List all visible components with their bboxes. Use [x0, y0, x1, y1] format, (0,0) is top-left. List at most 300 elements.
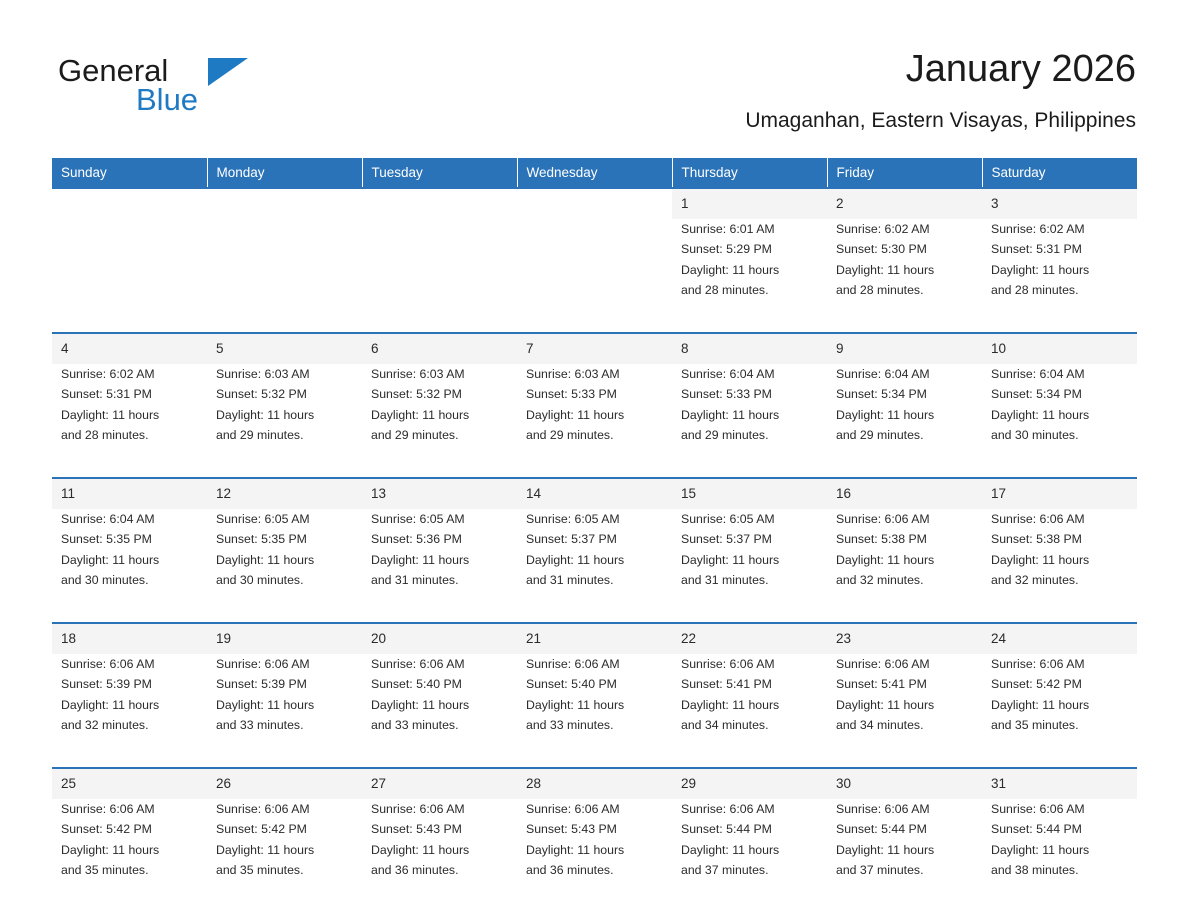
sun-info-line: Daylight: 11 hours: [526, 407, 625, 422]
sun-info-line: Sunset: 5:44 PM: [681, 822, 772, 837]
day-sun-info: [836, 364, 974, 445]
calendar-cell-day-3: [982, 188, 1137, 323]
calendar-cell-content: [517, 624, 672, 758]
calendar-row-spacer: [52, 323, 1137, 333]
calendar-week-row: [52, 333, 1137, 468]
day-number: 15: [681, 486, 697, 501]
weekday-header-sunday: Sunday: [52, 158, 207, 188]
sun-info-line: and 34 minutes.: [681, 717, 769, 732]
day-sun-info: [61, 799, 199, 880]
sun-info-line: Sunrise: 6:06 AM: [836, 512, 930, 526]
day-number: 19: [216, 631, 232, 646]
sun-info-line: Sunrise: 6:05 AM: [526, 512, 620, 526]
spacer-cell: [362, 758, 517, 768]
sun-info-line: and 35 minutes.: [216, 862, 304, 877]
day-number: 29: [681, 776, 697, 791]
spacer-cell: [672, 758, 827, 768]
sun-info-line: Sunset: 5:39 PM: [216, 677, 307, 692]
calendar-cell-day-10: [982, 333, 1137, 468]
calendar-cell-day-8: [672, 333, 827, 468]
day-number: 7: [526, 341, 534, 356]
sun-info-line: Sunrise: 6:04 AM: [61, 512, 155, 526]
weekday-header-tuesday: Tuesday: [362, 158, 517, 188]
spacer-cell: [52, 613, 207, 623]
sun-info-line: Sunrise: 6:06 AM: [991, 802, 1085, 816]
sun-info-line: Sunrise: 6:06 AM: [681, 802, 775, 816]
calendar-cell-day-19: [207, 623, 362, 758]
calendar-row-spacer: [52, 613, 1137, 623]
calendar-cell-content: [982, 189, 1137, 323]
title-block: [745, 46, 1136, 136]
calendar-cell-day-18: [52, 623, 207, 758]
sun-info-line: Sunset: 5:43 PM: [371, 822, 462, 837]
weekday-header-friday: Friday: [827, 158, 982, 188]
sun-info-line: Sunrise: 6:06 AM: [836, 802, 930, 816]
calendar-cell-day-27: [362, 768, 517, 903]
spacer-cell: [672, 613, 827, 623]
day-sun-info: [216, 364, 354, 445]
calendar-cell-empty: [52, 188, 207, 323]
calendar-cell-content: [672, 479, 827, 613]
day-sun-info: [681, 364, 819, 445]
calendar-cell-content: [982, 479, 1137, 613]
sun-info-line: Daylight: 11 hours: [526, 552, 625, 567]
sun-info-line: Sunrise: 6:01 AM: [681, 222, 775, 236]
day-sun-info: [991, 364, 1129, 445]
calendar-cell-day-28: [517, 768, 672, 903]
day-sun-info: [371, 364, 509, 445]
sun-info-line: Daylight: 11 hours: [216, 697, 315, 712]
sun-info-line: Sunset: 5:44 PM: [836, 822, 927, 837]
calendar-cell-day-16: [827, 478, 982, 613]
spacer-cell: [982, 323, 1137, 333]
calendar-cell-day-25: [52, 768, 207, 903]
day-number: 31: [991, 776, 1007, 791]
sun-info-line: Sunrise: 6:04 AM: [836, 367, 930, 381]
sun-info-line: Sunrise: 6:02 AM: [61, 367, 155, 381]
sun-info-line: and 37 minutes.: [836, 862, 924, 877]
calendar-row-spacer: [52, 468, 1137, 478]
sun-info-line: Sunrise: 6:06 AM: [681, 657, 775, 671]
calendar-week-row: [52, 623, 1137, 758]
calendar-cell-day-1: [672, 188, 827, 323]
sun-info-line: Sunrise: 6:02 AM: [836, 222, 930, 236]
sun-info-line: Daylight: 11 hours: [681, 407, 780, 422]
sun-info-line: Sunrise: 6:04 AM: [991, 367, 1085, 381]
sun-info-line: and 37 minutes.: [681, 862, 769, 877]
calendar-cell-day-21: [517, 623, 672, 758]
day-number: 18: [61, 631, 77, 646]
sun-info-line: Sunset: 5:42 PM: [216, 822, 307, 837]
sun-info-line: and 29 minutes.: [216, 427, 304, 442]
calendar-cell-day-12: [207, 478, 362, 613]
calendar-row-spacer: [52, 758, 1137, 768]
calendar-cell-content: [672, 769, 827, 903]
page-title: January 2026: [905, 48, 1136, 90]
spacer-cell: [827, 323, 982, 333]
sun-info-line: Daylight: 11 hours: [836, 842, 935, 857]
calendar-cell-content: [207, 624, 362, 758]
calendar-cell-content: [362, 334, 517, 468]
day-number: 10: [991, 341, 1007, 356]
day-sun-info: [991, 654, 1129, 735]
calendar-cell-content: [52, 769, 207, 903]
sun-info-line: Daylight: 11 hours: [61, 842, 160, 857]
sun-info-line: Sunrise: 6:05 AM: [371, 512, 465, 526]
spacer-cell: [827, 758, 982, 768]
calendar-cell-day-29: [672, 768, 827, 903]
calendar-cell-day-15: [672, 478, 827, 613]
sun-info-line: Sunset: 5:37 PM: [681, 532, 772, 547]
sun-info-line: and 30 minutes.: [61, 572, 149, 587]
day-number: 23: [836, 631, 852, 646]
sun-info-line: Sunset: 5:37 PM: [526, 532, 617, 547]
day-sun-info: [836, 799, 974, 880]
calendar-cell-day-7: [517, 333, 672, 468]
calendar-header-row: [52, 158, 1137, 188]
sun-info-line: Sunset: 5:42 PM: [61, 822, 152, 837]
day-number: 24: [991, 631, 1007, 646]
day-number: 4: [61, 341, 69, 356]
day-number: 25: [61, 776, 77, 791]
day-sun-info: [681, 654, 819, 735]
calendar-cell-day-17: [982, 478, 1137, 613]
day-number: 11: [61, 486, 76, 501]
location-subtitle: Umaganhan, Eastern Visayas, Philippines: [745, 109, 1136, 132]
sun-info-line: Sunset: 5:34 PM: [836, 387, 927, 402]
calendar-cell-day-14: [517, 478, 672, 613]
sun-info-line: Sunset: 5:30 PM: [836, 242, 927, 257]
sun-info-line: Sunrise: 6:06 AM: [216, 657, 310, 671]
sun-info-line: and 31 minutes.: [526, 572, 614, 587]
sun-info-line: Daylight: 11 hours: [991, 842, 1090, 857]
sun-info-line: Daylight: 11 hours: [216, 407, 315, 422]
spacer-cell: [982, 613, 1137, 623]
calendar-cell-content: [827, 334, 982, 468]
calendar-body: [52, 188, 1137, 903]
calendar-cell-empty: [362, 188, 517, 323]
day-number: 12: [216, 486, 232, 501]
spacer-cell: [982, 758, 1137, 768]
spacer-cell: [517, 468, 672, 478]
calendar-cell-content: [827, 479, 982, 613]
day-sun-info: [61, 654, 199, 735]
calendar-week-row: [52, 188, 1137, 323]
sun-info-line: and 36 minutes.: [526, 862, 614, 877]
sun-info-line: Sunrise: 6:06 AM: [61, 657, 155, 671]
sun-info-line: Daylight: 11 hours: [61, 552, 160, 567]
brand-name-general: General: [58, 53, 169, 88]
brand-name-blue: Blue: [136, 82, 199, 117]
sun-info-line: and 35 minutes.: [991, 717, 1079, 732]
spacer-cell: [362, 468, 517, 478]
weekday-header-thursday: Thursday: [672, 158, 827, 188]
calendar-cell-day-20: [362, 623, 517, 758]
sun-info-line: Sunset: 5:44 PM: [991, 822, 1082, 837]
sun-info-line: Sunset: 5:43 PM: [526, 822, 617, 837]
sun-info-line: Sunset: 5:39 PM: [61, 677, 152, 692]
sun-info-line: Daylight: 11 hours: [526, 842, 625, 857]
sun-info-line: Sunset: 5:36 PM: [371, 532, 462, 547]
calendar-cell-day-23: [827, 623, 982, 758]
spacer-cell: [362, 323, 517, 333]
sun-info-line: Sunset: 5:31 PM: [991, 242, 1082, 257]
day-sun-info: [371, 799, 509, 880]
spacer-cell: [207, 613, 362, 623]
day-sun-info: [61, 364, 199, 445]
day-sun-info: [526, 799, 664, 880]
sun-info-line: Daylight: 11 hours: [371, 842, 470, 857]
sun-info-line: and 29 minutes.: [371, 427, 459, 442]
triangle-flag-icon: [208, 58, 248, 86]
sun-info-line: Daylight: 11 hours: [371, 697, 470, 712]
calendar-cell-content: [362, 769, 517, 903]
sun-info-line: Sunrise: 6:04 AM: [681, 367, 775, 381]
sun-info-line: and 32 minutes.: [836, 572, 924, 587]
day-number: 2: [836, 196, 844, 211]
sun-info-line: Daylight: 11 hours: [681, 262, 780, 277]
calendar-cell-content: [517, 334, 672, 468]
calendar-cell-content: [207, 479, 362, 613]
spacer-cell: [52, 758, 207, 768]
day-sun-info: [836, 509, 974, 590]
calendar-cell-content: [362, 624, 517, 758]
sun-info-line: and 34 minutes.: [836, 717, 924, 732]
sun-info-line: Sunset: 5:34 PM: [991, 387, 1082, 402]
weekday-header-monday: Monday: [207, 158, 362, 188]
calendar-cell-content: [517, 769, 672, 903]
sun-info-line: Daylight: 11 hours: [371, 552, 470, 567]
calendar-cell-day-26: [207, 768, 362, 903]
sun-info-line: Sunset: 5:35 PM: [61, 532, 152, 547]
sun-info-line: Daylight: 11 hours: [681, 552, 780, 567]
spacer-cell: [207, 758, 362, 768]
spacer-cell: [207, 323, 362, 333]
day-number: 30: [836, 776, 852, 791]
sun-info-line: Daylight: 11 hours: [526, 697, 625, 712]
calendar-cell-content: [52, 334, 207, 468]
day-sun-info: [991, 219, 1129, 300]
day-number: 17: [991, 486, 1007, 501]
sun-info-line: Sunset: 5:29 PM: [681, 242, 772, 257]
calendar-cell-day-11: [52, 478, 207, 613]
calendar-cell-day-31: [982, 768, 1137, 903]
day-number: 28: [526, 776, 542, 791]
day-number: 3: [991, 196, 999, 211]
sun-info-line: Sunset: 5:33 PM: [526, 387, 617, 402]
sun-info-line: and 32 minutes.: [61, 717, 149, 732]
calendar-cell-content: [827, 189, 982, 323]
day-sun-info: [216, 509, 354, 590]
spacer-cell: [52, 323, 207, 333]
spacer-cell: [982, 468, 1137, 478]
sun-info-line: Sunrise: 6:03 AM: [216, 367, 310, 381]
sun-info-line: Sunrise: 6:06 AM: [216, 802, 310, 816]
calendar-cell-day-5: [207, 333, 362, 468]
day-number: 22: [681, 631, 697, 646]
calendar-cell-day-30: [827, 768, 982, 903]
day-number: 27: [371, 776, 387, 791]
sun-info-line: Daylight: 11 hours: [836, 697, 935, 712]
calendar-cell-content: [672, 334, 827, 468]
sun-info-line: Daylight: 11 hours: [836, 552, 935, 567]
sun-info-line: Daylight: 11 hours: [836, 262, 935, 277]
day-number: 1: [681, 196, 689, 211]
sun-info-line: and 28 minutes.: [61, 427, 149, 442]
spacer-cell: [827, 613, 982, 623]
sun-info-line: Daylight: 11 hours: [61, 407, 160, 422]
calendar-cell-day-2: [827, 188, 982, 323]
day-sun-info: [681, 509, 819, 590]
day-number: 8: [681, 341, 689, 356]
sun-info-line: Sunset: 5:41 PM: [681, 677, 772, 692]
day-sun-info: [61, 509, 199, 590]
sun-info-line: Sunset: 5:32 PM: [216, 387, 307, 402]
sun-info-line: and 30 minutes.: [991, 427, 1079, 442]
sun-info-line: and 33 minutes.: [371, 717, 459, 732]
spacer-cell: [517, 323, 672, 333]
sun-info-line: Sunrise: 6:02 AM: [991, 222, 1085, 236]
spacer-cell: [672, 323, 827, 333]
sun-info-line: Daylight: 11 hours: [991, 407, 1090, 422]
calendar-cell-day-22: [672, 623, 827, 758]
spacer-cell: [672, 468, 827, 478]
day-number: 6: [371, 341, 379, 356]
sun-info-line: Sunset: 5:40 PM: [371, 677, 462, 692]
sun-info-line: Sunset: 5:32 PM: [371, 387, 462, 402]
calendar-cell-content: [982, 334, 1137, 468]
sun-info-line: Daylight: 11 hours: [371, 407, 470, 422]
sun-info-line: Daylight: 11 hours: [991, 697, 1090, 712]
sun-info-line: and 28 minutes.: [836, 282, 924, 297]
calendar-cell-day-6: [362, 333, 517, 468]
sun-info-line: and 28 minutes.: [991, 282, 1079, 297]
calendar-cell-day-9: [827, 333, 982, 468]
sun-info-line: Daylight: 11 hours: [991, 262, 1090, 277]
day-number: 14: [526, 486, 542, 501]
calendar-cell-content: [827, 624, 982, 758]
day-number: 20: [371, 631, 387, 646]
calendar-cell-content: [52, 479, 207, 613]
sun-info-line: and 29 minutes.: [836, 427, 924, 442]
day-sun-info: [836, 654, 974, 735]
sun-info-line: Daylight: 11 hours: [681, 697, 780, 712]
sun-info-line: Sunrise: 6:06 AM: [991, 512, 1085, 526]
sun-info-line: and 29 minutes.: [681, 427, 769, 442]
calendar-cell-content: [207, 334, 362, 468]
sun-info-line: and 31 minutes.: [371, 572, 459, 587]
sun-info-line: and 38 minutes.: [991, 862, 1079, 877]
calendar-cell-content: [207, 769, 362, 903]
day-sun-info: [216, 654, 354, 735]
sun-info-line: and 31 minutes.: [681, 572, 769, 587]
day-sun-info: [216, 799, 354, 880]
sun-info-line: Daylight: 11 hours: [836, 407, 935, 422]
calendar-cell-content: [52, 624, 207, 758]
sun-info-line: Daylight: 11 hours: [216, 842, 315, 857]
weekday-header-wednesday: Wednesday: [517, 158, 672, 188]
calendar-cell-content: [982, 769, 1137, 903]
sun-info-line: Sunset: 5:33 PM: [681, 387, 772, 402]
weekday-header-saturday: Saturday: [982, 158, 1137, 188]
sun-info-line: and 29 minutes.: [526, 427, 614, 442]
sun-info-line: Sunrise: 6:06 AM: [991, 657, 1085, 671]
sun-info-line: Daylight: 11 hours: [61, 697, 160, 712]
day-sun-info: [681, 219, 819, 300]
calendar-cell-content: [672, 189, 827, 323]
calendar-cell-content: [517, 479, 672, 613]
day-number: 13: [371, 486, 387, 501]
sun-info-line: Sunrise: 6:06 AM: [836, 657, 930, 671]
sun-info-line: Sunset: 5:42 PM: [991, 677, 1082, 692]
calendar-table: [52, 158, 1137, 903]
spacer-cell: [362, 613, 517, 623]
sun-info-line: Sunrise: 6:03 AM: [526, 367, 620, 381]
calendar-cell-content: [982, 624, 1137, 758]
sun-info-line: and 28 minutes.: [681, 282, 769, 297]
spacer-cell: [207, 468, 362, 478]
sun-info-line: Sunrise: 6:06 AM: [371, 802, 465, 816]
calendar-cell-content: [362, 479, 517, 613]
day-number: 9: [836, 341, 844, 356]
calendar-week-row: [52, 478, 1137, 613]
sun-info-line: Sunset: 5:38 PM: [991, 532, 1082, 547]
sun-info-line: Sunrise: 6:05 AM: [216, 512, 310, 526]
day-number: 21: [526, 631, 542, 646]
sun-info-line: Daylight: 11 hours: [991, 552, 1090, 567]
sun-info-line: Sunset: 5:35 PM: [216, 532, 307, 547]
page-header: [52, 46, 1136, 146]
spacer-cell: [517, 758, 672, 768]
spacer-cell: [52, 468, 207, 478]
calendar-cell-empty: [517, 188, 672, 323]
calendar-cell-content: [827, 769, 982, 903]
sun-info-line: Sunset: 5:31 PM: [61, 387, 152, 402]
calendar-cell-day-4: [52, 333, 207, 468]
sun-info-line: Sunrise: 6:05 AM: [681, 512, 775, 526]
sun-info-line: and 30 minutes.: [216, 572, 304, 587]
calendar-week-row: [52, 768, 1137, 903]
day-number: 5: [216, 341, 224, 356]
sun-info-line: Sunset: 5:38 PM: [836, 532, 927, 547]
sun-info-line: Sunrise: 6:06 AM: [61, 802, 155, 816]
brand-logo: [58, 54, 298, 124]
sun-info-line: Sunrise: 6:06 AM: [526, 657, 620, 671]
sun-info-line: and 33 minutes.: [526, 717, 614, 732]
day-sun-info: [991, 799, 1129, 880]
spacer-cell: [517, 613, 672, 623]
calendar-cell-content: [672, 624, 827, 758]
sun-info-line: Daylight: 11 hours: [216, 552, 315, 567]
calendar-cell-day-24: [982, 623, 1137, 758]
day-sun-info: [526, 654, 664, 735]
day-sun-info: [681, 799, 819, 880]
day-sun-info: [526, 364, 664, 445]
sun-info-line: Sunset: 5:40 PM: [526, 677, 617, 692]
sun-info-line: Sunset: 5:41 PM: [836, 677, 927, 692]
calendar-cell-empty: [207, 188, 362, 323]
calendar-cell-day-13: [362, 478, 517, 613]
sun-info-line: and 33 minutes.: [216, 717, 304, 732]
sun-info-line: Sunrise: 6:03 AM: [371, 367, 465, 381]
sun-info-line: Daylight: 11 hours: [681, 842, 780, 857]
sun-info-line: and 32 minutes.: [991, 572, 1079, 587]
day-sun-info: [371, 509, 509, 590]
day-sun-info: [836, 219, 974, 300]
day-number: 26: [216, 776, 232, 791]
sun-info-line: and 35 minutes.: [61, 862, 149, 877]
sun-info-line: Sunrise: 6:06 AM: [371, 657, 465, 671]
